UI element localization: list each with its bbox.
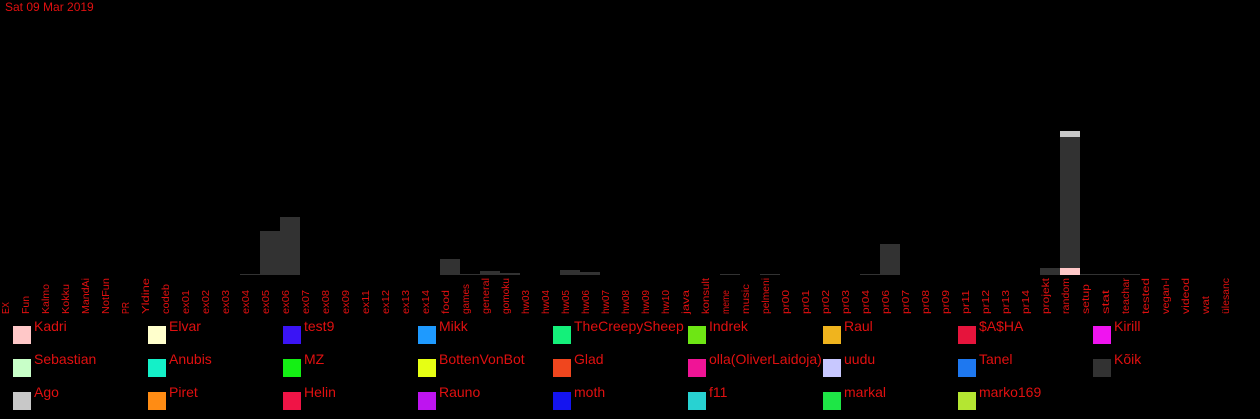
legend-swatch xyxy=(553,326,571,344)
x-tick-label: pr09 xyxy=(941,293,952,314)
x-tick-label: teachar xyxy=(1121,280,1132,314)
bar-random-kadri xyxy=(1060,268,1080,275)
legend-swatch xyxy=(958,359,976,377)
bar-food-k-ik xyxy=(440,259,460,275)
bar-general-k-ik xyxy=(480,271,500,275)
x-tick-label: hw04 xyxy=(541,290,552,314)
legend-item xyxy=(823,384,958,404)
legend-item xyxy=(283,351,418,371)
legend-item xyxy=(958,318,1093,338)
legend-swatch xyxy=(958,392,976,410)
legend-label: Kõik xyxy=(1114,351,1142,367)
x-tick-label: wat xyxy=(1201,298,1212,314)
x-tick-label: MandAi xyxy=(81,280,92,314)
x-tick-label: pr13 xyxy=(1001,293,1012,314)
x-tick-label: ex11 xyxy=(361,293,372,314)
legend-label: uudu xyxy=(844,351,876,367)
x-tick-label: codeb xyxy=(161,286,172,314)
legend-item xyxy=(1093,318,1228,338)
x-tick-label: tested xyxy=(1141,286,1152,314)
legend-swatch xyxy=(148,392,166,410)
legend-item xyxy=(148,351,283,371)
x-tick-label: ülesanc xyxy=(1221,279,1232,314)
x-tick-label: stat xyxy=(1101,297,1112,314)
x-tick-label: games xyxy=(461,283,472,314)
legend-swatch xyxy=(418,392,436,410)
legend-label: Piret xyxy=(169,384,198,400)
legend-item xyxy=(688,384,823,404)
x-tick-label: food xyxy=(441,294,452,314)
x-tick-label: setup xyxy=(1081,289,1092,314)
bar-hw06-k-ik xyxy=(580,272,600,275)
x-tick-label: ex09 xyxy=(341,292,352,314)
x-tick-label: PR xyxy=(121,300,132,314)
legend-item xyxy=(958,351,1093,371)
x-tick-label: pr04 xyxy=(861,293,872,314)
x-tick-label: ex05 xyxy=(261,292,272,314)
x-tick-label: random xyxy=(1061,280,1072,314)
x-tick-label: ex06 xyxy=(281,292,292,314)
x-tick-label: EX xyxy=(1,300,12,314)
legend-swatch xyxy=(13,359,31,377)
legend-label: Glad xyxy=(574,351,604,367)
x-tick-label: projekt xyxy=(1041,283,1052,314)
x-tick-label: ex02 xyxy=(201,292,212,314)
x-tick-label: music xyxy=(741,287,752,314)
bar-ex06-k-ik xyxy=(280,217,300,275)
legend-swatch xyxy=(823,392,841,410)
legend-item xyxy=(1093,351,1228,371)
legend-label: f11 xyxy=(709,384,728,400)
legend-label: Kadri xyxy=(34,318,67,334)
legend-label: Elvar xyxy=(169,318,201,334)
bar-ex05-k-ik xyxy=(260,231,280,275)
legend-swatch xyxy=(418,359,436,377)
legend-label: Kirill xyxy=(1114,318,1141,334)
x-tick-label: pr12 xyxy=(981,293,992,314)
x-tick-label: java xyxy=(681,295,692,314)
bar-ex04-k-ik xyxy=(240,274,260,275)
legend-swatch xyxy=(1093,359,1111,377)
x-tick-label: hw05 xyxy=(561,290,572,314)
legend-item xyxy=(553,318,688,338)
legend-swatch xyxy=(148,326,166,344)
bar-pr04-k-ik xyxy=(860,274,880,275)
bar-pelmeni-k-ik xyxy=(760,274,780,275)
bar-gomoku-k-ik xyxy=(500,273,520,275)
legend-label: BottenVonBot xyxy=(439,351,525,367)
x-tick-label: meme xyxy=(721,286,732,314)
x-tick-label: pr11 xyxy=(961,294,972,314)
x-tick-label: pr14 xyxy=(1021,293,1032,314)
bar-projekt-k-ik xyxy=(1040,268,1060,275)
legend-swatch xyxy=(418,326,436,344)
legend-item xyxy=(13,351,148,371)
legend-item xyxy=(688,318,823,338)
x-tick-label: pr01 xyxy=(801,293,812,314)
bar-hw05-k-ik xyxy=(560,270,580,275)
x-tick-label: hw06 xyxy=(581,290,592,314)
legend-swatch xyxy=(688,359,706,377)
x-tick-label: pr02 xyxy=(821,293,832,314)
bar-games-k-ik xyxy=(460,274,480,275)
legend-item xyxy=(553,351,688,371)
x-tick-label: Yldine xyxy=(141,286,152,314)
x-tick-label: pr03 xyxy=(841,293,852,314)
x-tick-label: hw10 xyxy=(661,290,672,314)
chart-date: Sat 09 Mar 2019 xyxy=(5,0,94,14)
legend-label: markal xyxy=(844,384,887,400)
x-tick-label: ex04 xyxy=(241,292,252,314)
x-tick-label: pr06 xyxy=(881,293,892,314)
legend-item xyxy=(823,351,958,371)
legend-label: MZ xyxy=(304,351,325,367)
legend-swatch xyxy=(688,392,706,410)
legend-swatch xyxy=(283,326,301,344)
x-tick-label: vegan-l xyxy=(1161,281,1172,314)
legend-label: Ago xyxy=(34,384,59,400)
x-tick-label: konsult xyxy=(701,282,712,314)
legend-label: marko169 xyxy=(979,384,1042,400)
legend-swatch xyxy=(283,359,301,377)
bar-setup-k-ik xyxy=(1080,274,1100,275)
legend-swatch xyxy=(553,392,571,410)
x-tick-label: hw08 xyxy=(621,290,632,314)
x-tick-label: pr08 xyxy=(921,293,932,314)
legend-label: Raul xyxy=(844,318,873,334)
x-tick-label: Fun xyxy=(21,296,32,314)
x-tick-label: ex08 xyxy=(321,292,332,314)
legend-label: olla(OliverLaidoja) xyxy=(709,351,822,367)
legend-item xyxy=(958,384,1093,404)
legend-swatch xyxy=(553,359,571,377)
legend-swatch xyxy=(13,392,31,410)
legend-item xyxy=(148,384,283,404)
legend-item xyxy=(688,351,823,371)
x-tick-label: ex07 xyxy=(301,292,312,314)
x-tick-label: pr00 xyxy=(781,293,792,314)
legend-label: Mikk xyxy=(439,318,468,334)
legend xyxy=(0,318,1260,418)
x-tick-label: hw07 xyxy=(601,290,612,314)
bar-pr06-k-ik xyxy=(880,244,900,275)
bar-stat-k-ik xyxy=(1100,274,1120,275)
legend-swatch xyxy=(283,392,301,410)
x-tick-label: ex12 xyxy=(381,292,392,314)
legend-label: Indrek xyxy=(709,318,748,334)
x-tick-label: pelmeni xyxy=(761,278,772,314)
legend-label: moth xyxy=(574,384,606,400)
bar-random-k-ik xyxy=(1060,137,1080,268)
x-tick-label: ex03 xyxy=(221,292,232,314)
x-tick-label: pr07 xyxy=(901,293,912,314)
legend-item xyxy=(823,318,958,338)
legend-label: Anubis xyxy=(169,351,212,367)
legend-swatch xyxy=(823,326,841,344)
legend-label: Helin xyxy=(304,384,336,400)
x-tick-label: NotFun xyxy=(101,281,112,314)
legend-item xyxy=(283,318,418,338)
legend-swatch xyxy=(148,359,166,377)
legend-item xyxy=(13,384,148,404)
legend-swatch xyxy=(13,326,31,344)
legend-label: Rauno xyxy=(439,384,481,400)
legend-item xyxy=(553,384,688,404)
x-tick-label: gomoku xyxy=(501,278,512,314)
legend-label: TheCreepySheep xyxy=(574,318,684,334)
bar-random-ago xyxy=(1060,131,1080,137)
legend-item xyxy=(13,318,148,338)
x-tick-label: general xyxy=(481,280,492,314)
legend-swatch xyxy=(958,326,976,344)
x-tick-label: ex13 xyxy=(401,292,412,314)
bar-teachar-k-ik xyxy=(1120,274,1140,275)
legend-label: $A$HA xyxy=(979,318,1024,334)
x-tick-label: hw09 xyxy=(641,290,652,314)
bar-meme-k-ik xyxy=(720,274,740,275)
legend-item xyxy=(148,318,283,338)
x-tick-label: videod xyxy=(1181,284,1192,314)
legend-swatch xyxy=(688,326,706,344)
legend-item xyxy=(418,318,553,338)
legend-item xyxy=(283,384,418,404)
x-tick-label: hw03 xyxy=(521,290,532,314)
legend-label: Sebastian xyxy=(34,351,97,367)
x-tick-label: Kalmo xyxy=(41,285,52,314)
x-tick-label: Kokku xyxy=(61,286,72,314)
legend-label: test9 xyxy=(304,318,335,334)
x-tick-label: ex01 xyxy=(181,292,192,314)
legend-swatch xyxy=(823,359,841,377)
legend-label: Tanel xyxy=(979,351,1013,367)
legend-item xyxy=(418,351,553,371)
legend-swatch xyxy=(1093,326,1111,344)
x-tick-label: ex14 xyxy=(421,292,432,314)
legend-item xyxy=(418,384,553,404)
